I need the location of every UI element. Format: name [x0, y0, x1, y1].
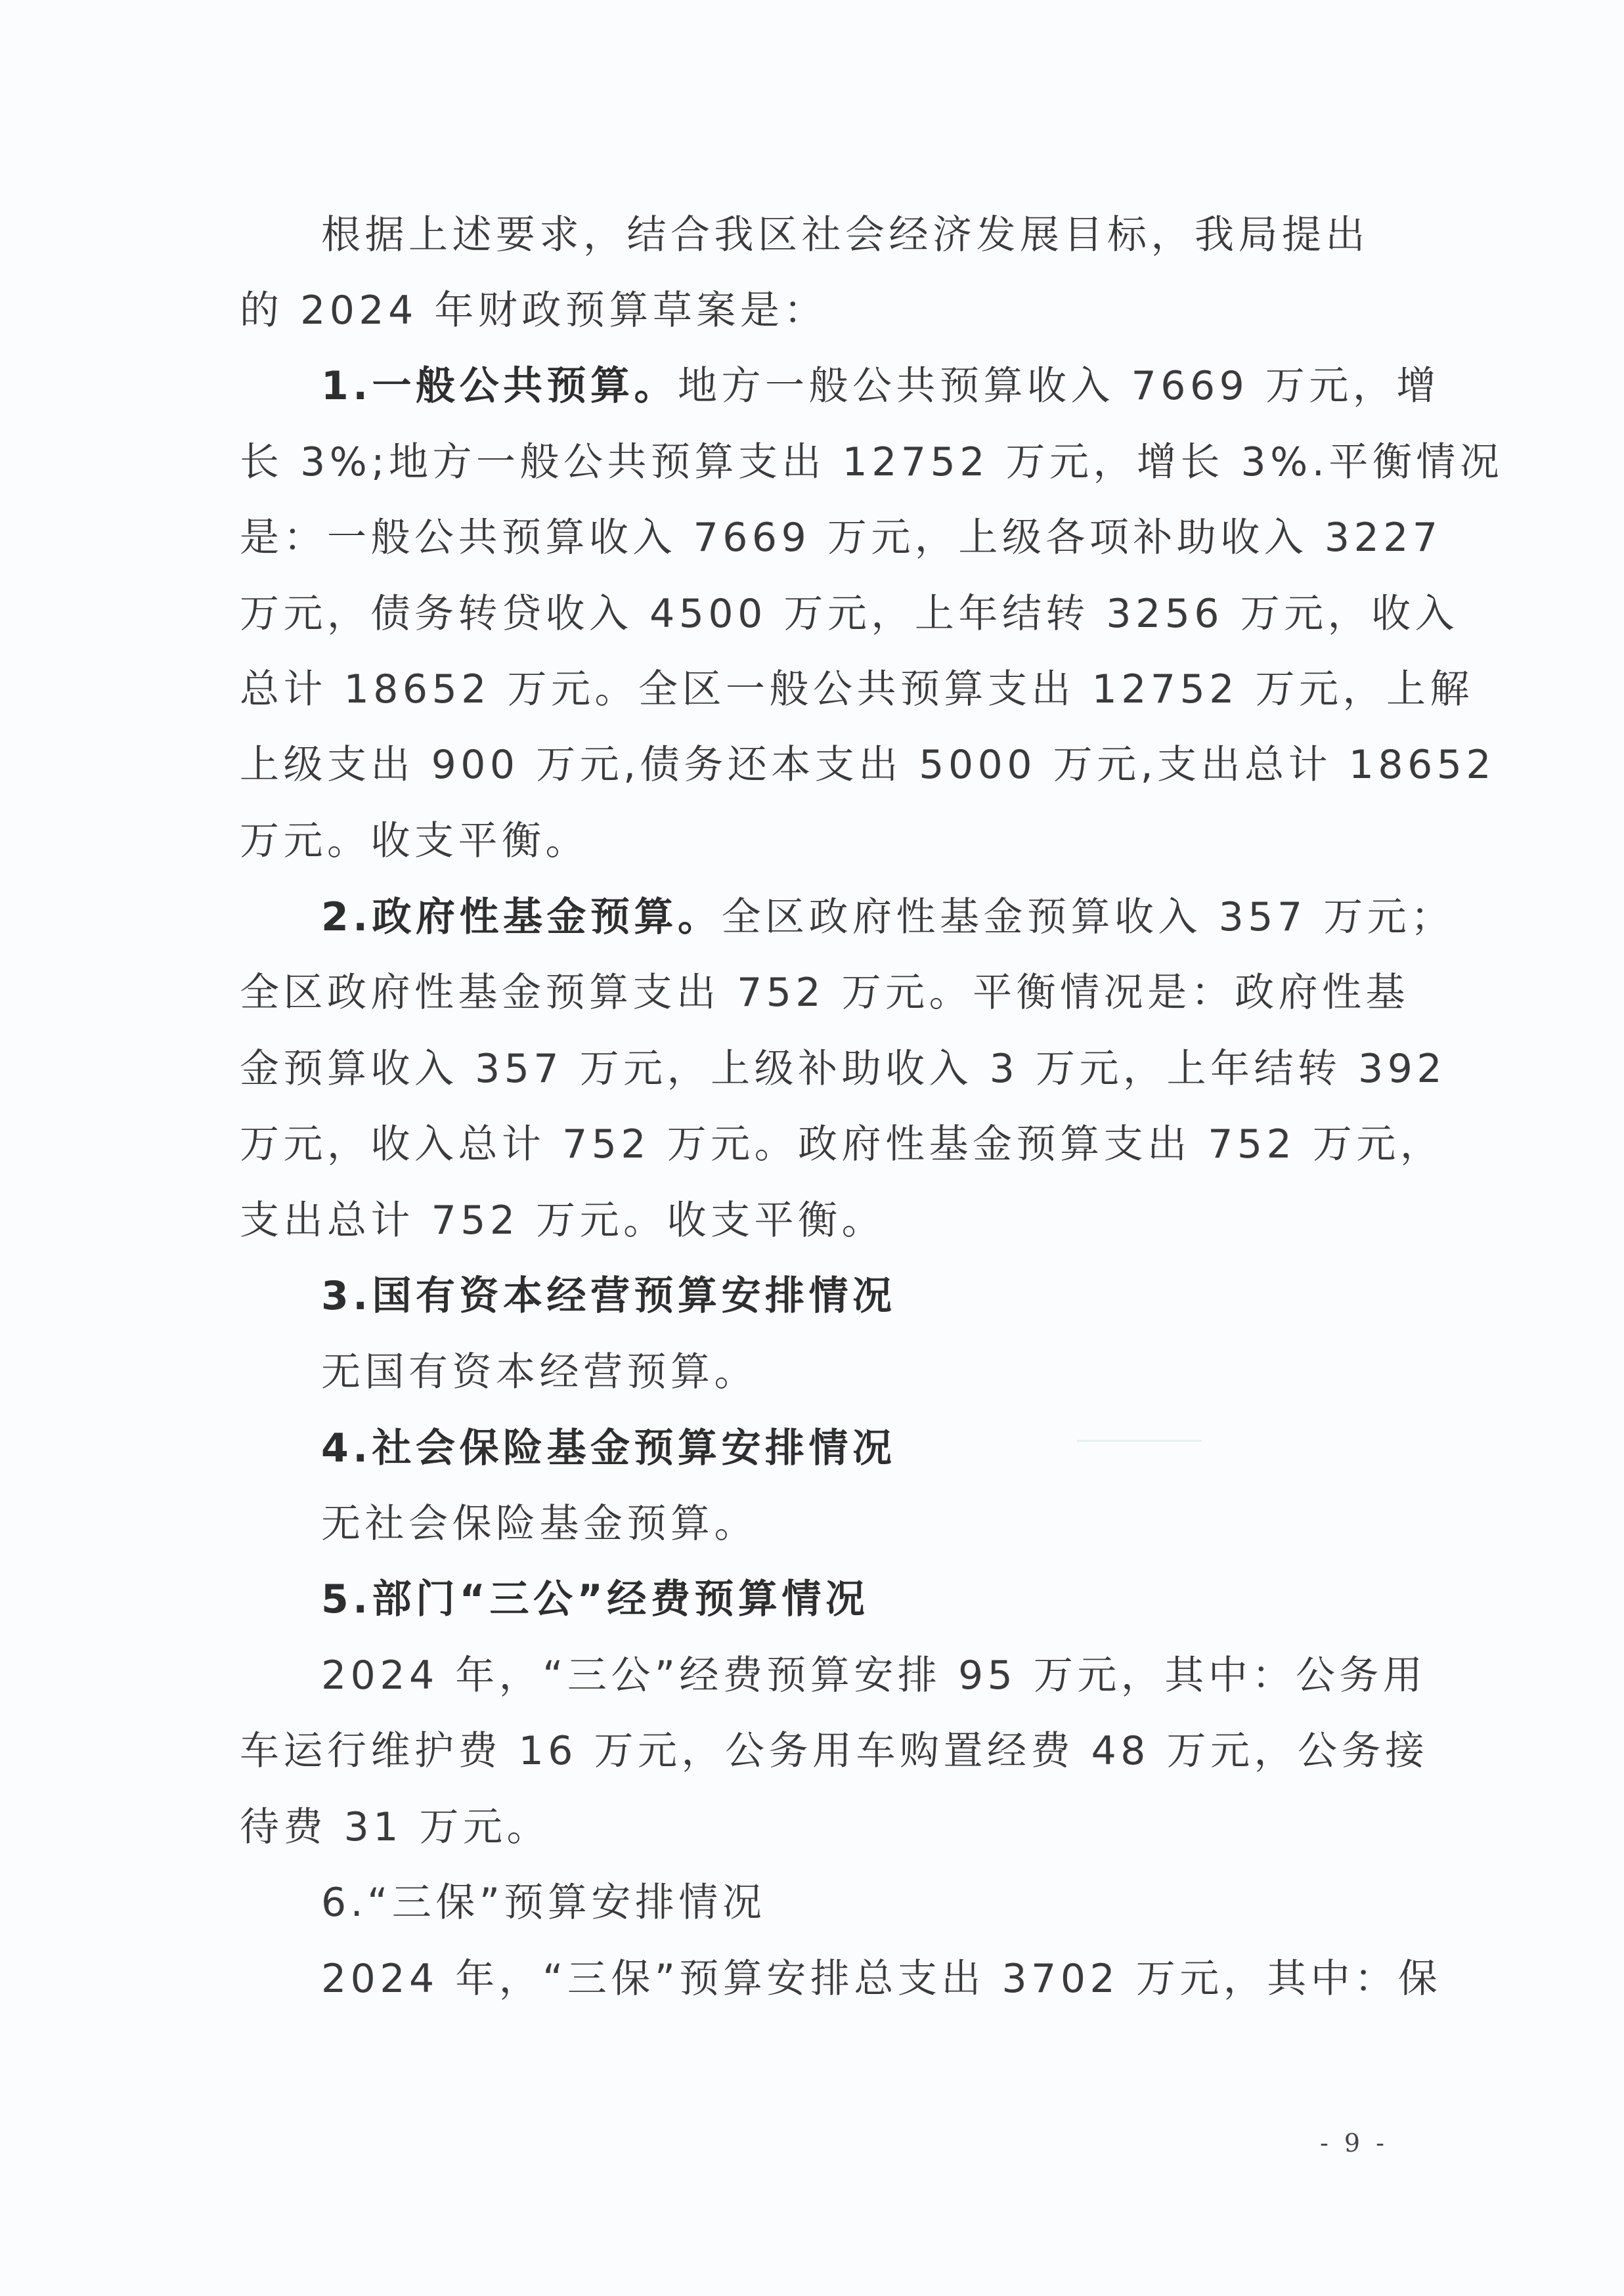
section4-heading: 4.社会保险基金预算安排情况	[321, 1425, 896, 1471]
section6-line-1: 2024 年，“三保”预算安排总支出 3702 万元，其中：保	[321, 1956, 1442, 2002]
section6-heading: 6.“三保”预算安排情况	[321, 1880, 766, 1926]
section1-line-3: 是：一般公共预算收入 7669 万元，上级各项补助收入 3227	[240, 515, 1442, 561]
section1-line-2: 长 3%;地方一般公共预算支出 12752 万元，增长 3%.平衡情况	[240, 439, 1504, 485]
section2-line-4: 万元，收入总计 752 万元。政府性基金预算支出 752 万元，	[240, 1121, 1444, 1167]
section5-line-3: 待费 31 万元。	[240, 1804, 550, 1850]
page-number: - 9 -	[1320, 2129, 1389, 2157]
section1-line-4: 万元，债务转贷收入 4500 万元，上年结转 3256 万元，收入	[240, 591, 1459, 637]
intro-line-1: 根据上述要求，结合我区社会经济发展目标，我局提出	[321, 212, 1369, 258]
section1-line-7: 万元。收支平衡。	[240, 818, 589, 864]
section1-line-6: 上级支出 900 万元,债务还本支出 5000 万元,支出总计 18652	[240, 742, 1496, 788]
section1-heading: 1.一般公共预算。	[321, 363, 678, 409]
section1-line-1-text: 地方一般公共预算收入 7669 万元，增	[678, 363, 1440, 409]
section2-line-1	[240, 891, 1455, 943]
section2-line-3: 金预算收入 357 万元，上级补助收入 3 万元，上年结转 392	[240, 1046, 1447, 1092]
scan-artifact-line	[1077, 1440, 1202, 1442]
section1-line-1	[240, 360, 1440, 412]
section5-line-1: 2024 年，“三公”经费预算安排 95 万元，其中：公务用	[321, 1653, 1427, 1699]
section3-body: 无国有资本经营预算。	[321, 1349, 758, 1395]
section2-line-1-text: 全区政府性基金预算收入 357 万元；	[721, 894, 1455, 940]
section4-body: 无社会保险基金预算。	[321, 1501, 758, 1547]
intro-line-2: 的 2024 年财政预算草案是：	[240, 288, 827, 334]
section2-line-2: 全区政府性基金预算支出 752 万元。平衡情况是：政府性基	[240, 970, 1410, 1016]
section3-heading: 3.国有资本经营预算安排情况	[321, 1273, 896, 1319]
section5-heading: 5.部门“三公”经费预算情况	[321, 1576, 869, 1622]
section2-line-5: 支出总计 752 万元。收支平衡。	[240, 1198, 886, 1244]
section5-line-2: 车运行维护费 16 万元，公务用车购置经费 48 万元，公务接	[240, 1728, 1429, 1774]
section1-line-5: 总计 18652 万元。全区一般公共预算支出 12752 万元，上解	[240, 666, 1474, 712]
section2-heading: 2.政府性基金预算。	[321, 894, 722, 940]
